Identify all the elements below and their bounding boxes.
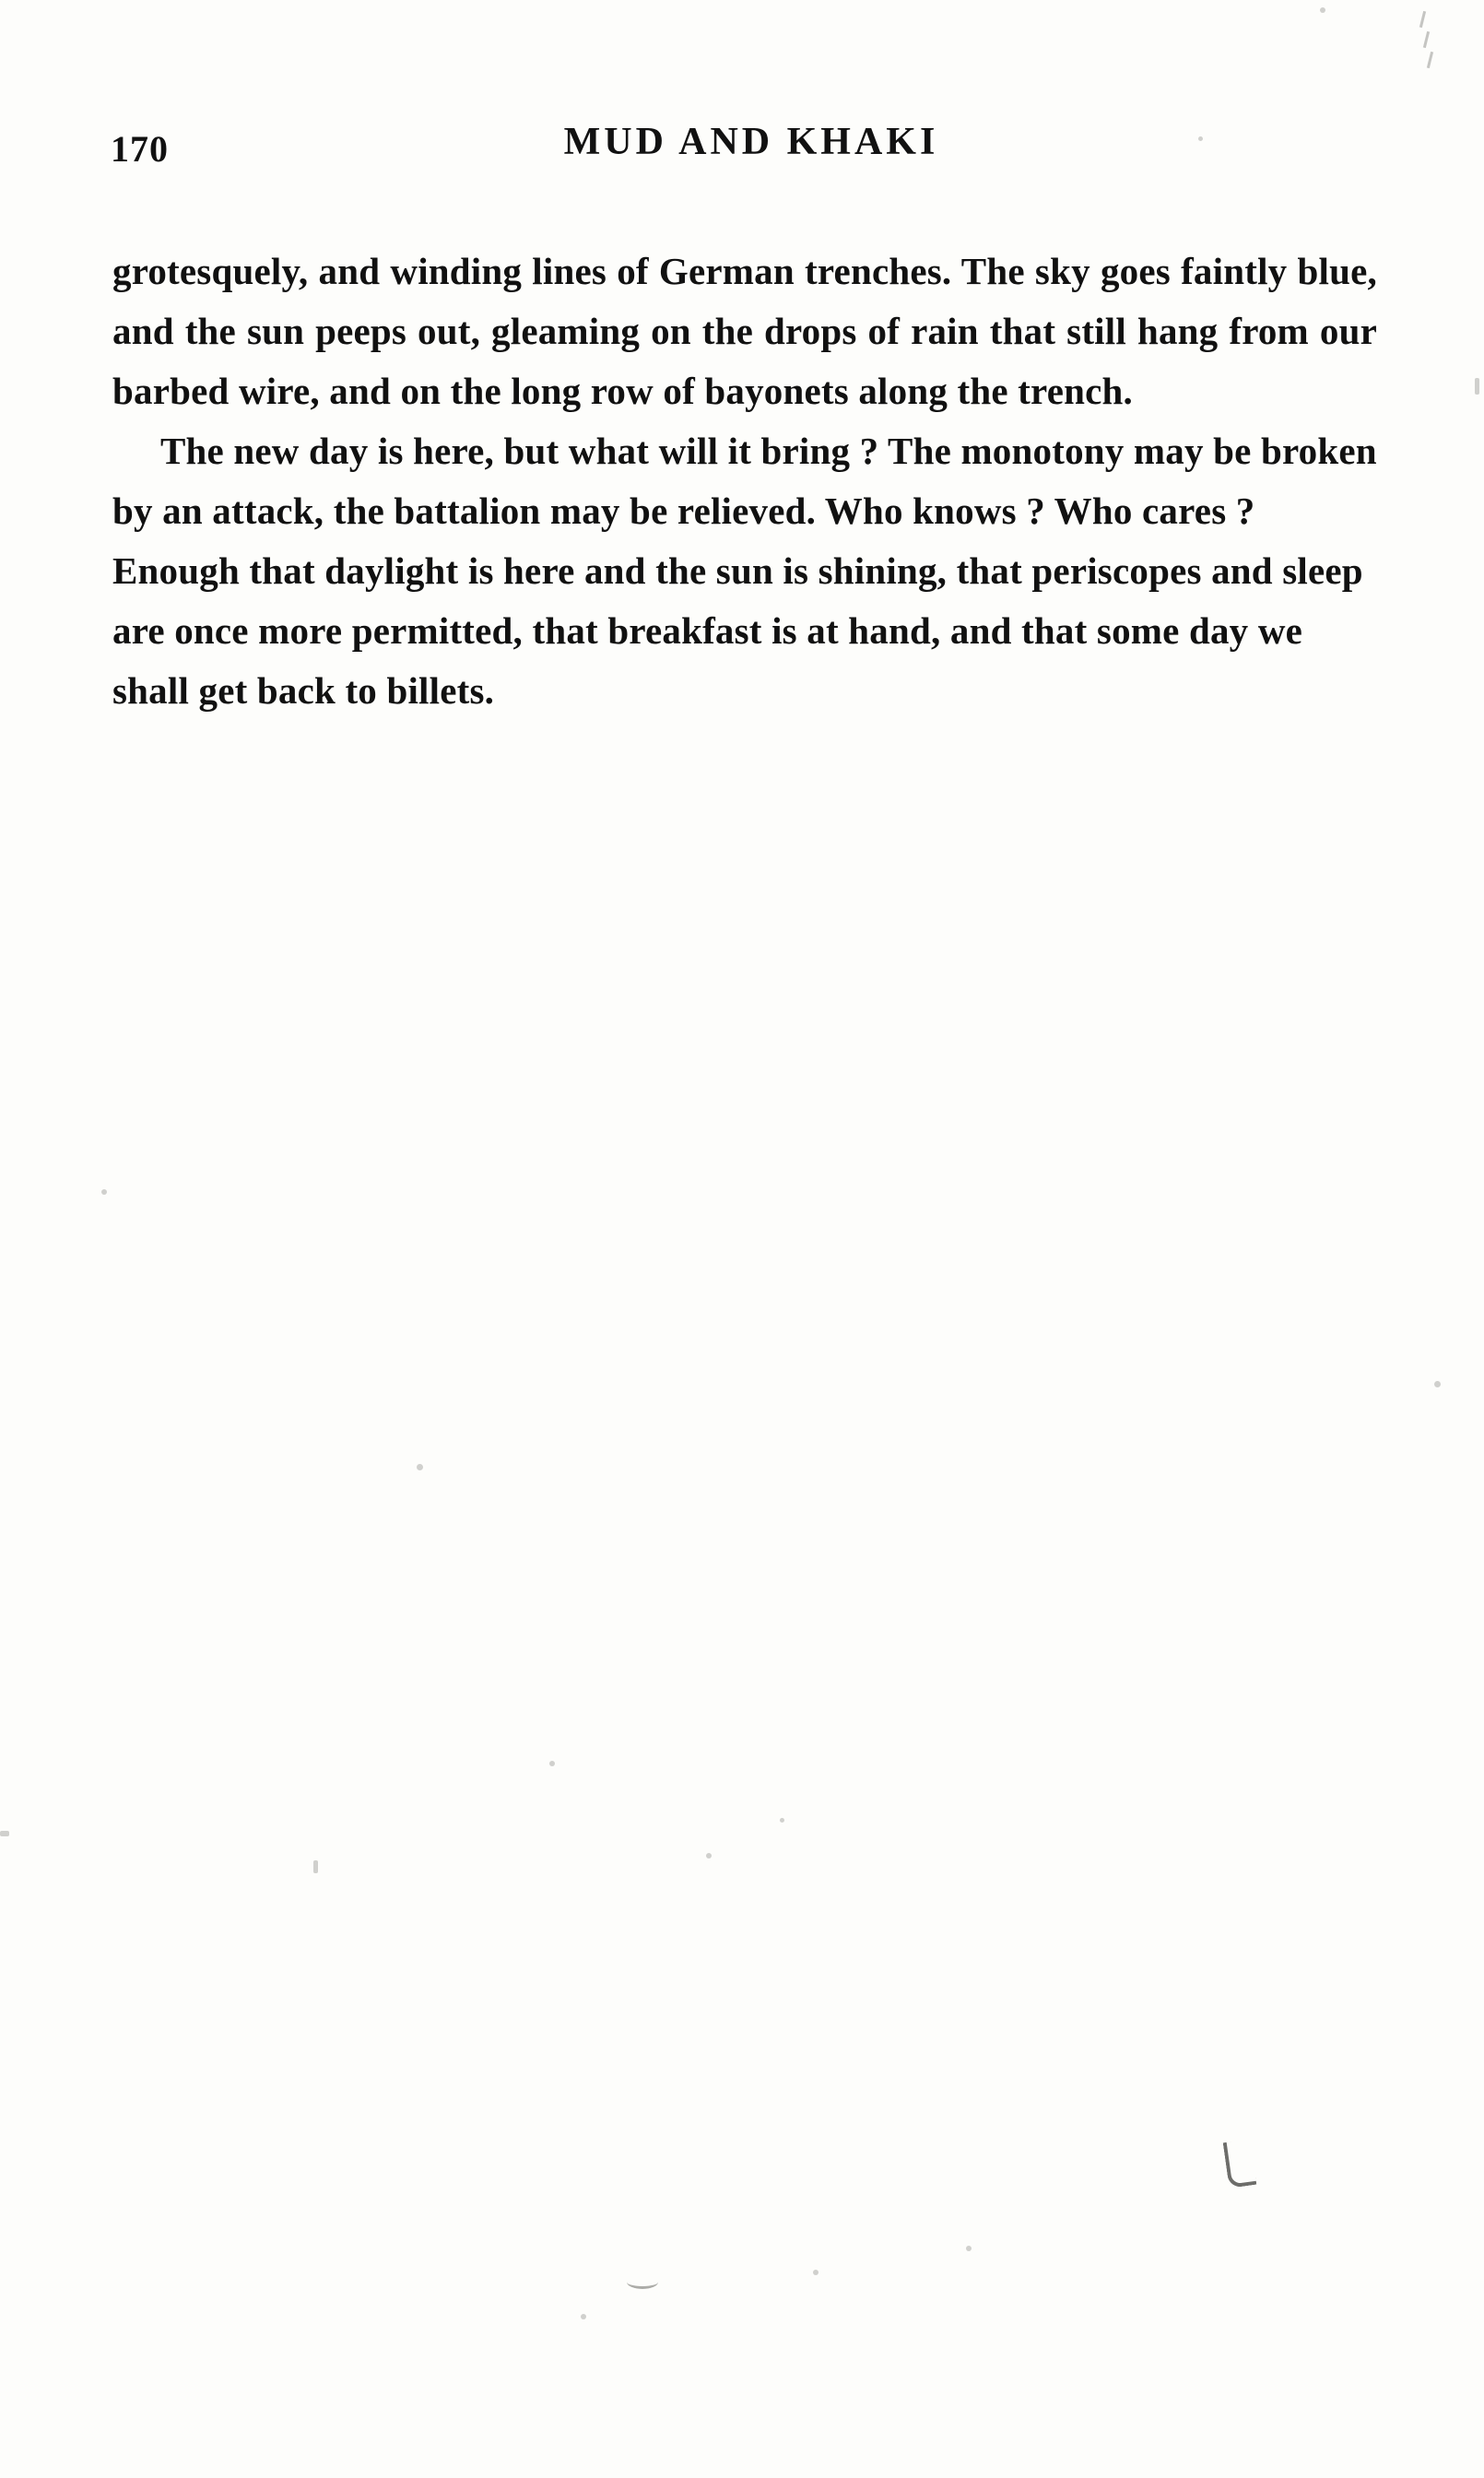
scan-speck-icon	[417, 1464, 423, 1470]
scan-artifact-icon	[1223, 2139, 1257, 2189]
scan-artifact-icon	[1419, 11, 1434, 76]
scan-speck-icon	[706, 1853, 712, 1858]
scan-speck-icon	[0, 1831, 9, 1836]
scan-speck-icon	[1475, 378, 1479, 395]
scan-speck-icon	[549, 1761, 555, 1766]
scan-speck-icon	[1434, 1381, 1441, 1387]
scan-speck-icon	[581, 2314, 586, 2319]
paragraph: The new day is here, but what will it bring ? The monotony may be broken by an attack, the battalion may be relieved. Who knows ? Who cares ? Enough that daylight is here and the sun is shining, that periscopes and sleep are once more permitted, that breakfast is at hand, and that some day we shall get back to billets.	[112, 430, 1377, 712]
scan-speck-icon	[813, 2270, 819, 2275]
page-number: 170	[111, 128, 169, 170]
body-text	[112, 242, 1377, 721]
running-head	[111, 120, 1373, 175]
scan-speck-icon	[313, 1860, 318, 1873]
paragraph: grotesquely, and winding lines of German trenches. The sky goes faintly blue, and the sun peeps out, gleaming on the drops of rain that still hang from our barbed wire, and on the long row of bayonets along the trench.	[112, 250, 1377, 412]
book-title-header: MUD AND KHAKI	[563, 121, 939, 163]
scan-speck-icon	[1198, 136, 1203, 141]
scan-speck-icon	[1320, 7, 1325, 13]
scan-speck-icon	[780, 1818, 784, 1823]
scan-speck-icon	[966, 2246, 972, 2251]
scan-speck-icon	[101, 1189, 107, 1195]
scan-artifact-icon	[627, 2275, 658, 2289]
